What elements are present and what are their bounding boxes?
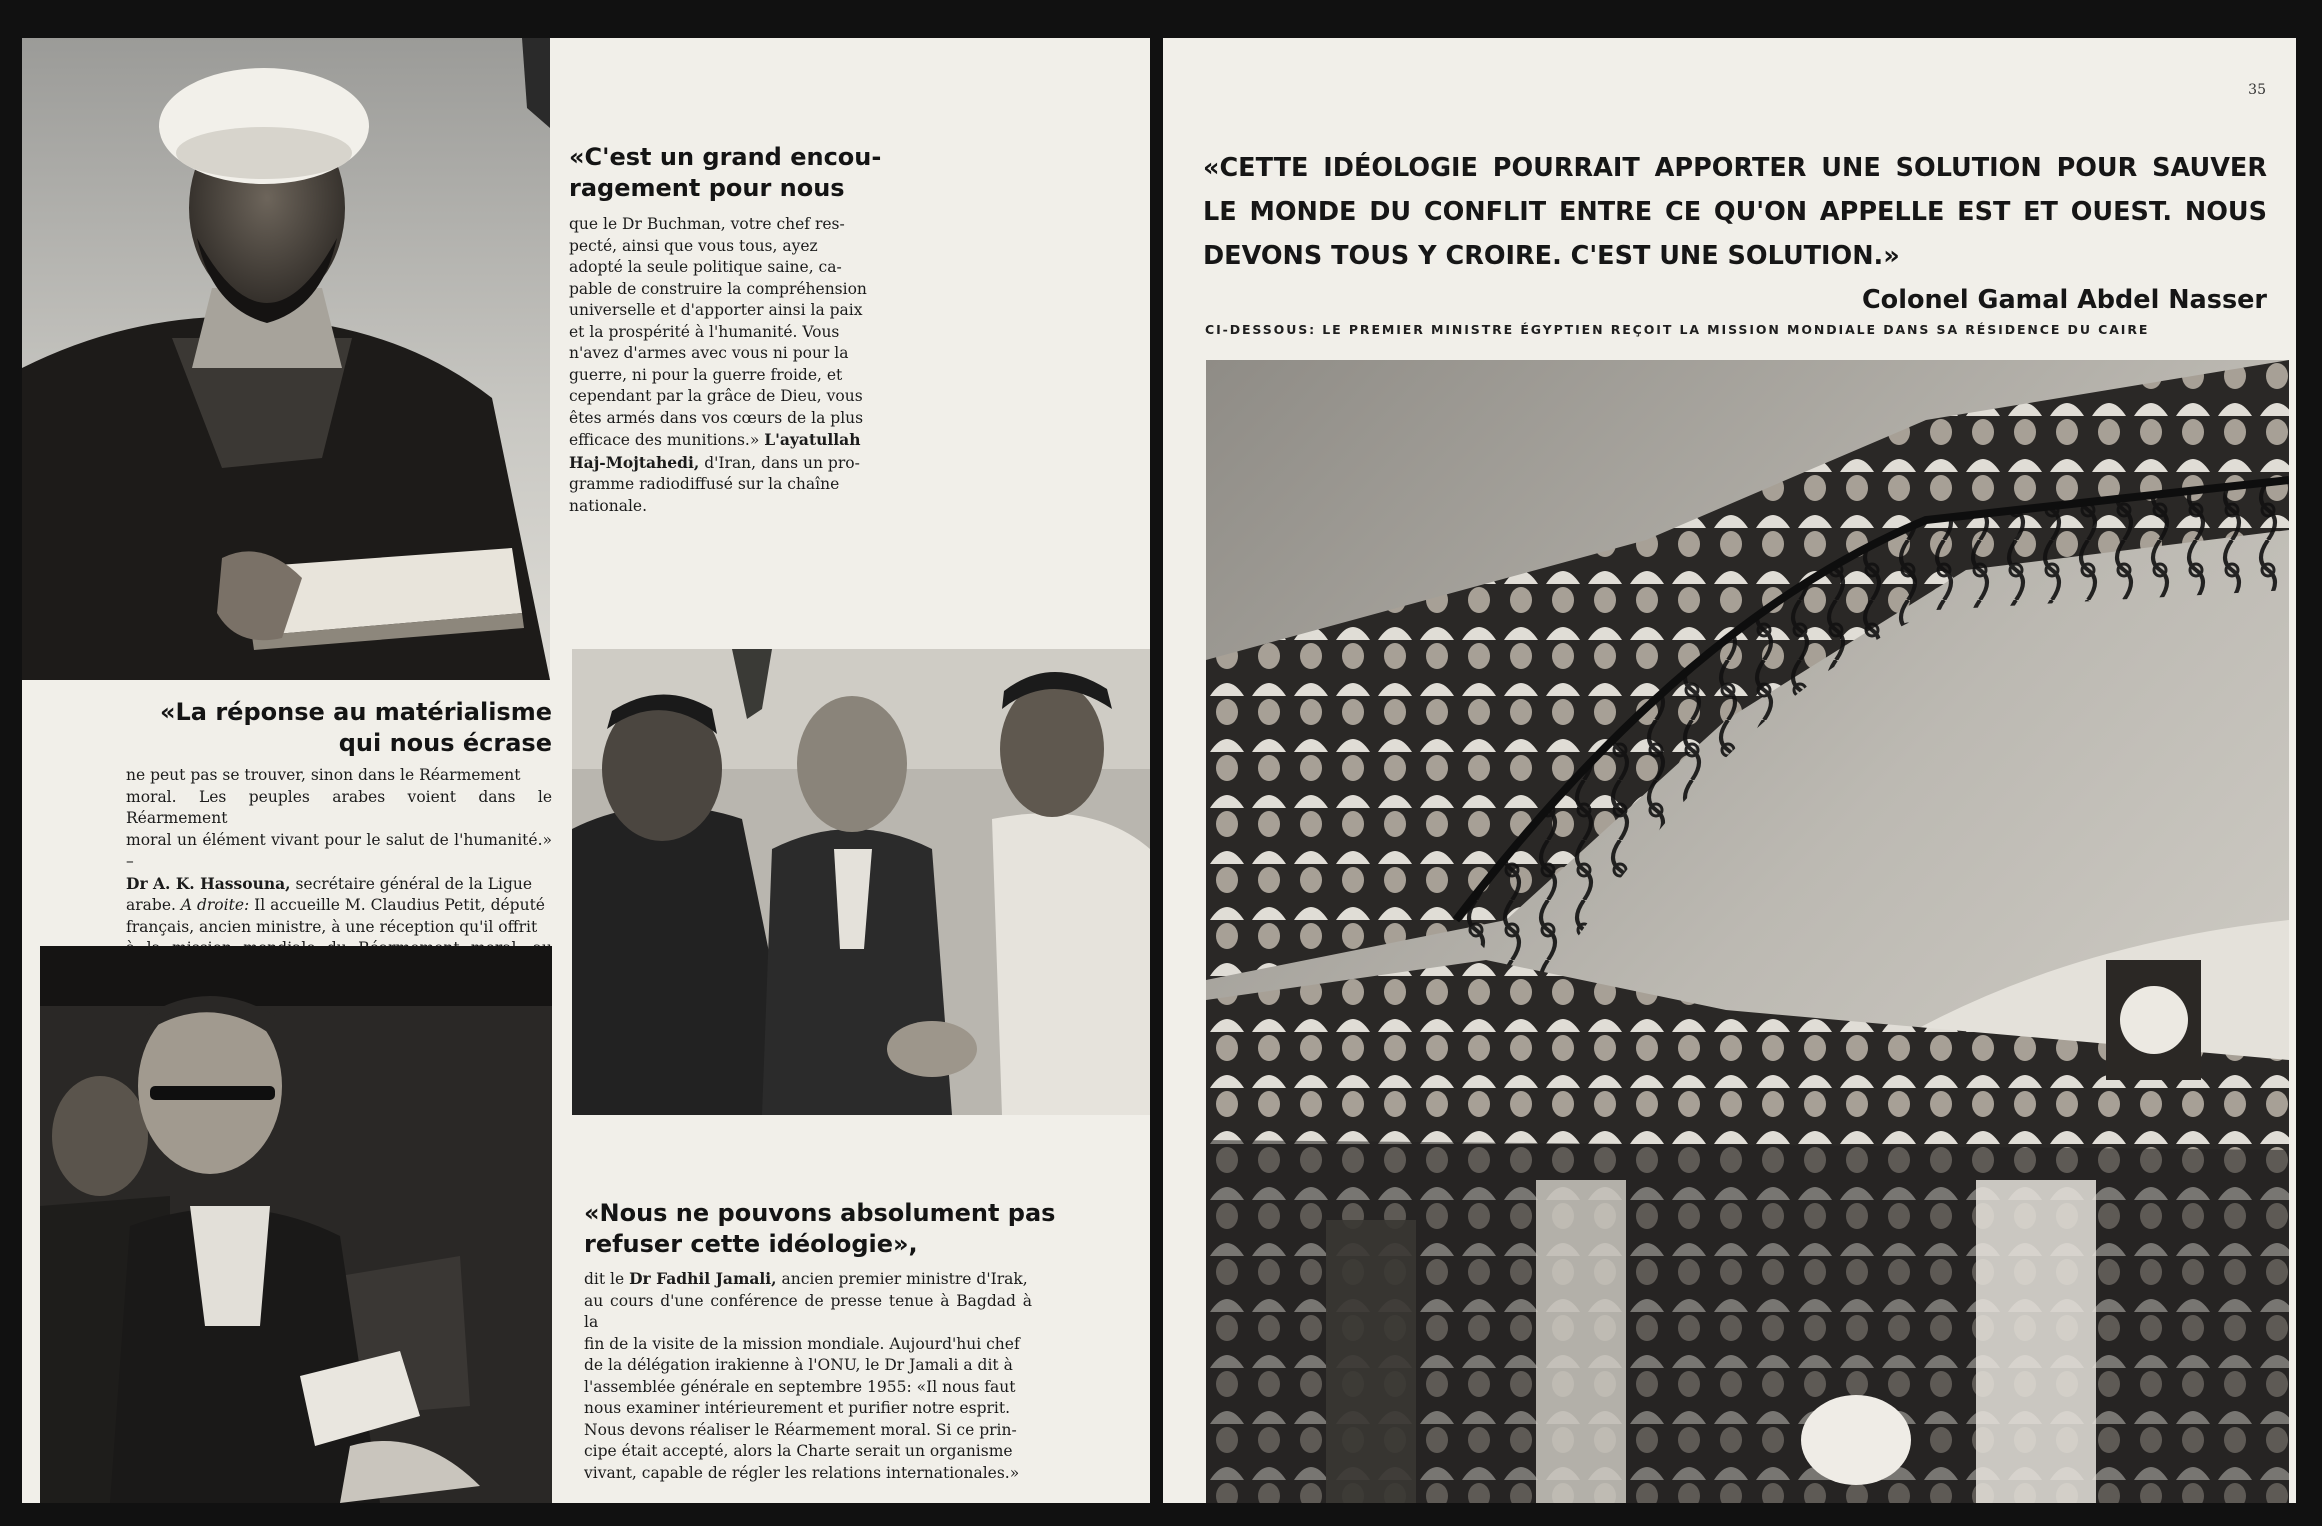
quote3-body-line: fin de la visite de la mission mondiale. Aujourd'hui chef [584, 1334, 1020, 1353]
quote2-heading-line2: qui nous écrase [338, 729, 552, 757]
right-page [1163, 38, 2296, 1503]
quote1-body-line: guerre, ni pour la guerre froide, et [569, 365, 843, 384]
quote3-body-line: de la délégation irakienne à l'ONU, le Dr Jamali a dit à [584, 1356, 1013, 1374]
quote3-body-line: l'assemblée générale en septembre 1955: «Il nous faut [584, 1377, 1016, 1396]
quote1-speaker-a: L'ayatullah [764, 430, 861, 449]
quote3-heading-line2: refuser cette idéologie», [584, 1230, 918, 1258]
quote2-heading [62, 697, 552, 759]
nasser-quote [1203, 146, 2267, 322]
quote3-body-text: dit le [584, 1270, 630, 1288]
quote1-body-line: universelle et d'apporter ainsi la paix [569, 301, 863, 319]
quote1-body-line: gramme radiodiffusé sur la chaîne [569, 475, 840, 493]
desk-photo-graphic [40, 946, 552, 1503]
photo-caption: CI-DESSOUS: LE PREMIER MINISTRE ÉGYPTIEN REÇOIT LA MISSION MONDIALE DANS SA RÉSIDENCE DU CAIRE [1205, 322, 2150, 337]
quote2-body-line: moral un élément vivant pour le salut de l'humanité.» – [126, 830, 552, 870]
page-number: 35 [2248, 82, 2266, 98]
quote2-a-droite: A droite: [180, 896, 250, 914]
quote1-body-line: et la prospérité à l'humanité. Vous [569, 322, 840, 341]
quote3-heading [584, 1198, 1124, 1260]
quote2-heading-line1: «La réponse au matérialisme [159, 698, 552, 726]
quote1-body-line: pable de construire la compréhension [569, 279, 867, 298]
quote3-speaker: Dr Fadhil Jamali, [629, 1269, 777, 1288]
quote2-body-line: ne peut pas se trouver, sinon dans le Réarmement [126, 766, 521, 784]
quote1-speaker-b: Haj-Mojtahedi, [569, 452, 700, 472]
quote1-body-line: que le Dr Buchman, votre chef res- [569, 215, 845, 233]
quote2-body-line: français, ancien ministre, à une réception qu'il offrit [126, 917, 538, 936]
quote1-body-line: êtes armés dans vos cœurs de la plus [569, 408, 864, 427]
cleric-photo [22, 38, 550, 680]
quote1-body-line: cependant par la grâce de Dieu, vous [569, 387, 863, 405]
quote3-heading-line1: «Nous ne pouvons absolument pas [584, 1199, 1056, 1227]
handshake-photo-graphic [572, 649, 1150, 1115]
quote1-body-text: efficace des munitions.» [569, 431, 765, 449]
quote2-body-line [126, 895, 552, 917]
quote1-body-line: adopté la seule politique saine, ca- [569, 258, 842, 276]
quote3-body-line: nous examiner intérieurement et purifier notre esprit. [584, 1399, 1011, 1417]
quote1-heading-line1: «C'est un grand encou- [569, 143, 882, 171]
quote1-body-line [569, 429, 879, 452]
quote3-body [584, 1268, 1032, 1484]
quote1-heading [569, 142, 899, 204]
desk-photo [40, 946, 552, 1503]
quote3-body-line: Nous devons réaliser le Réarmement moral. Si ce prin- [584, 1420, 1017, 1439]
quote2-body-text: arabe. [126, 896, 181, 914]
nasser-quote-author: Colonel Gamal Abdel Nasser [1861, 285, 2267, 315]
quote2-body-line [126, 873, 552, 896]
quote3-body-line: au cours d'une conférence de presse tenue à Bagdad à la [584, 1291, 1032, 1331]
group-staircase-photo-graphic [1206, 360, 2289, 1503]
quote1-body-line: nationale. [569, 496, 648, 515]
quote2-body-text: secrétaire général de la Ligue [290, 874, 533, 893]
quote3-body-text: ancien premier ministre d'Irak, [776, 1270, 1028, 1288]
quote1-body-line: pecté, ainsi que vous tous, ayez [569, 236, 818, 255]
quote1-heading-line2: ragement pour nous [569, 174, 845, 202]
quote2-body-line: moral. Les peuples arabes voient dans le Réarmement [126, 787, 552, 827]
quote2-speaker: Dr A. K. Hassouna, [126, 873, 291, 893]
quote3-body-line: vivant, capable de régler les relations internationales.» [584, 1463, 1020, 1482]
quote2-body-text: Il accueille M. Claudius Petit, député [249, 896, 545, 914]
quote1-body-line [569, 452, 879, 475]
quote3-body-line: cipe était accepté, alors la Charte serait un organisme [584, 1442, 1013, 1460]
group-staircase-photo [1206, 360, 2289, 1503]
handshake-photo [572, 649, 1150, 1115]
nasser-quote-text: «CETTE IDÉOLOGIE POURRAIT APPORTER UNE SOLUTION POUR SAUVER LE MONDE DU CONFLIT ENTRE CE QU'ON APPELLE EST ET OUEST. NOUS DEVONS TOUS Y CROIRE. C'EST UNE SOLUTION.» [1203, 153, 2267, 271]
quote1-body-text: d'Iran, dans un pro- [699, 453, 860, 472]
quote1-body-line: n'avez d'armes avec vous ni pour la [569, 344, 849, 362]
quote3-body-line [584, 1268, 1032, 1291]
cleric-photo-graphic [22, 38, 550, 680]
quote1-body [569, 214, 879, 517]
left-page [22, 38, 1150, 1503]
